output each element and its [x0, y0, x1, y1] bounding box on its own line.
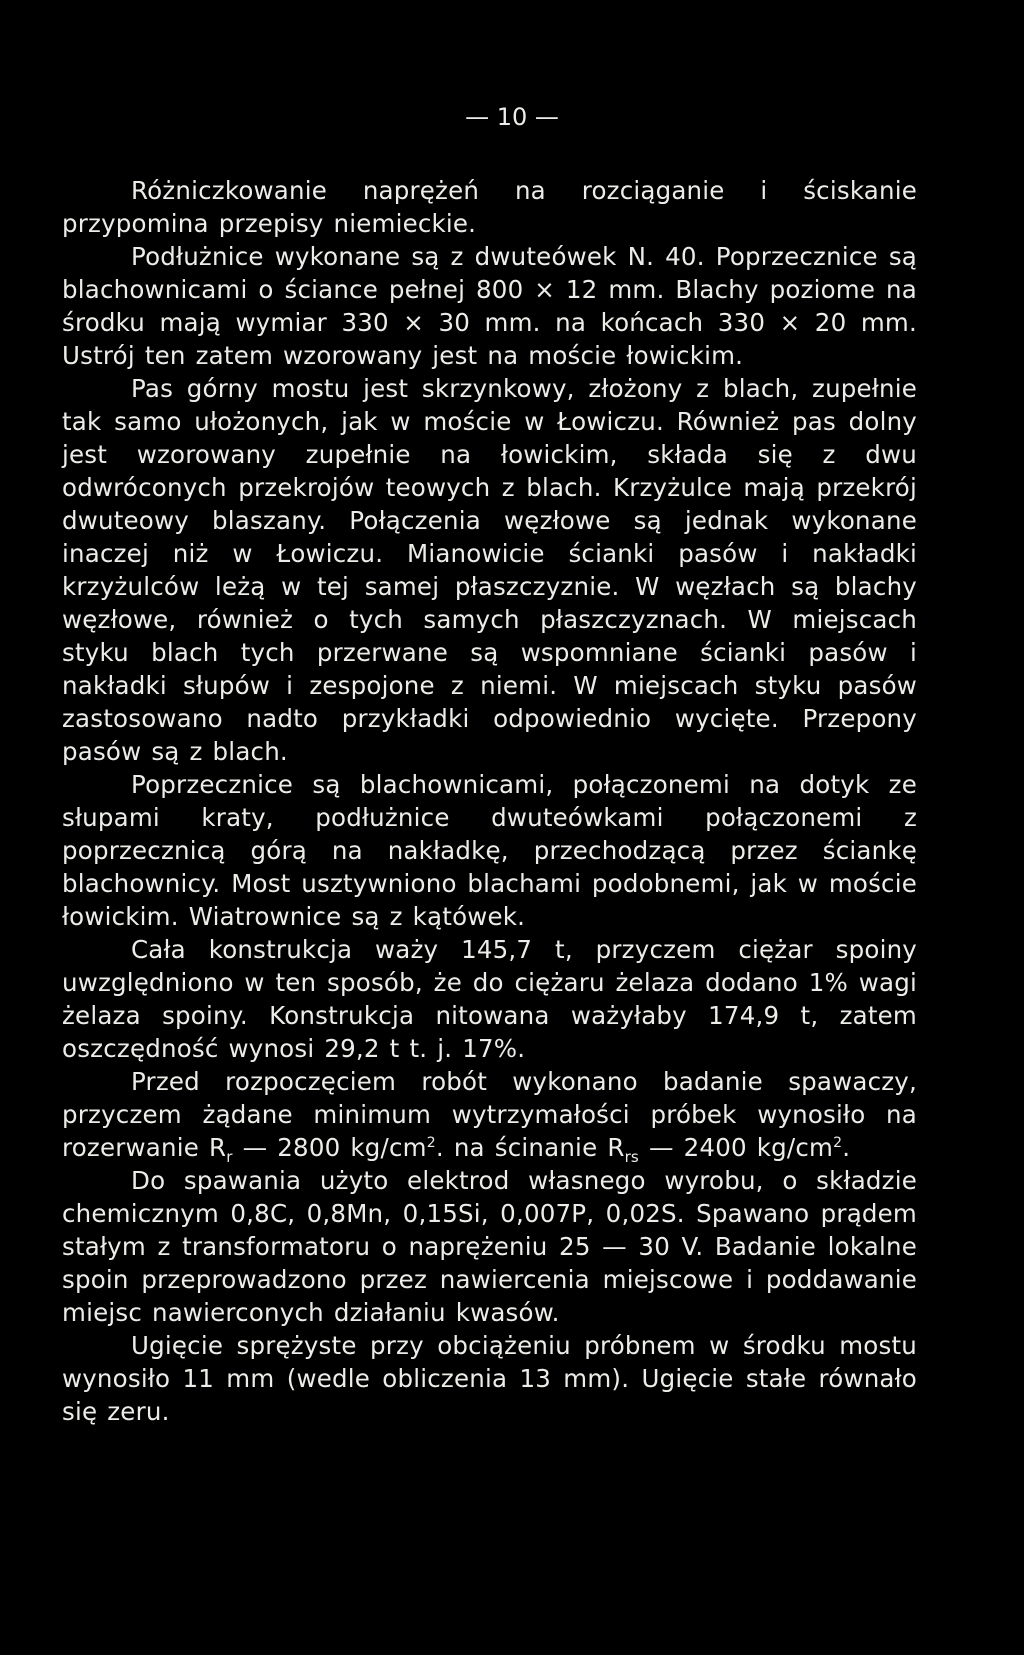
paragraph-cross-beams: Poprzecznice są blachownicami, połączonemi na dotyk ze słupami kraty, podłużnice dwuteówkami połączonemi z poprzecznicą górą na nakładkę, przechodzącą przez ściankę blachownicy. Most usztywniono blachami podobnemi, jak w moście łowickim. Wiatrownice są z kątówek. — [62, 770, 917, 931]
paragraph-welder-tests — [62, 1065, 917, 1164]
tests-text-1: Przed rozpoczęciem robót wykonano badanie spawaczy, przyczem żądane minimum wytrzymałości próbek wynosiło na rozerwanie R — [62, 1067, 917, 1162]
paragraph-stress-differentiation: Różniczkowanie naprężeń na rozciąganie i ściskanie przypomina przepisy niemieckie. — [62, 176, 917, 238]
paragraph-welding-electrodes: Do spawania użyto elektrod własnego wyrobu, o składzie chemicznym 0,8C, 0,8Mn, 0,15Si, 0,007P, 0,02S. Spawano prądem stałym z transformatoru o naprężeniu 25 — 30 V. Badanie lokalne spoin przeprowadzono przez nawiercenia miejscowe i poddawanie miejsc nawierconych działaniu kwasów. — [62, 1166, 917, 1327]
tests-text-3: . na ścinanie R — [435, 1133, 625, 1162]
paragraph-top-chord: Pas górny mostu jest skrzynkowy, złożony z blach, zupełnie tak samo ułożonych, jak w moście w Łowiczu. Również pas dolny jest wzorowany zupełnie na łowickim, składa się z dwu odwróconych przekrojów teowych z blach. Krzyżulce mają przekrój dwuteowy blaszany. Połączenia węzłowe są jednak wykonane inaczej niż w Łowiczu. Mianowicie ścianki pasów i nakładki krzyżulców leżą w tej samej płaszczyznie. W węzłach są blachy węzłowe, również o tych samych płaszczyznach. W miejscach styku blach tych przerwane są wspomniane ścianki pasów i nakładki słupów i zespojone z niemi. W miejscach styku pasów zastosowano nadto przykładki odpowiednio wycięte. Przepony pasów są z blach. — [62, 374, 917, 766]
tests-sup-1: 2 — [426, 1134, 436, 1151]
body-text — [62, 174, 917, 1428]
paragraph-stringers: Podłużnice wykonane są z dwuteówek N. 40. Poprzecznice są blachownicami o ściance pełnej 800 × 12 mm. Blachy poziome na środku mają wymiar 330 × 30 mm. na końcach 330 × 20 mm. Ustrój ten zatem wzorowany jest na moście łowickim. — [62, 242, 917, 370]
tests-text-5: . — [842, 1133, 851, 1162]
paragraph-deflection: Ugięcie sprężyste przy obciążeniu próbnem w środku mostu wynosiło 11 mm (wedle obliczenia 13 mm). Ugięcie stałe równało się zeru. — [62, 1331, 917, 1426]
tests-text-2: — 2800 kg/cm — [232, 1133, 427, 1162]
tests-sub-2: rs — [624, 1147, 639, 1166]
paragraph-total-weight: Cała konstrukcja waży 145,7 t, przyczem ciężar spoiny uwzględniono w ten sposób, że do ciężaru żelaza dodano 1% wagi żelaza spoiny. Konstrukcja nitowana ważyłaby 174,9 t, zatem oszczędność wynosi 29,2 t t. j. 17%. — [62, 935, 917, 1063]
tests-sub-1: r — [226, 1147, 233, 1166]
tests-sup-2: 2 — [833, 1134, 843, 1151]
tests-text-4: — 2400 kg/cm — [638, 1133, 834, 1162]
page-number: — 10 — — [465, 103, 559, 131]
